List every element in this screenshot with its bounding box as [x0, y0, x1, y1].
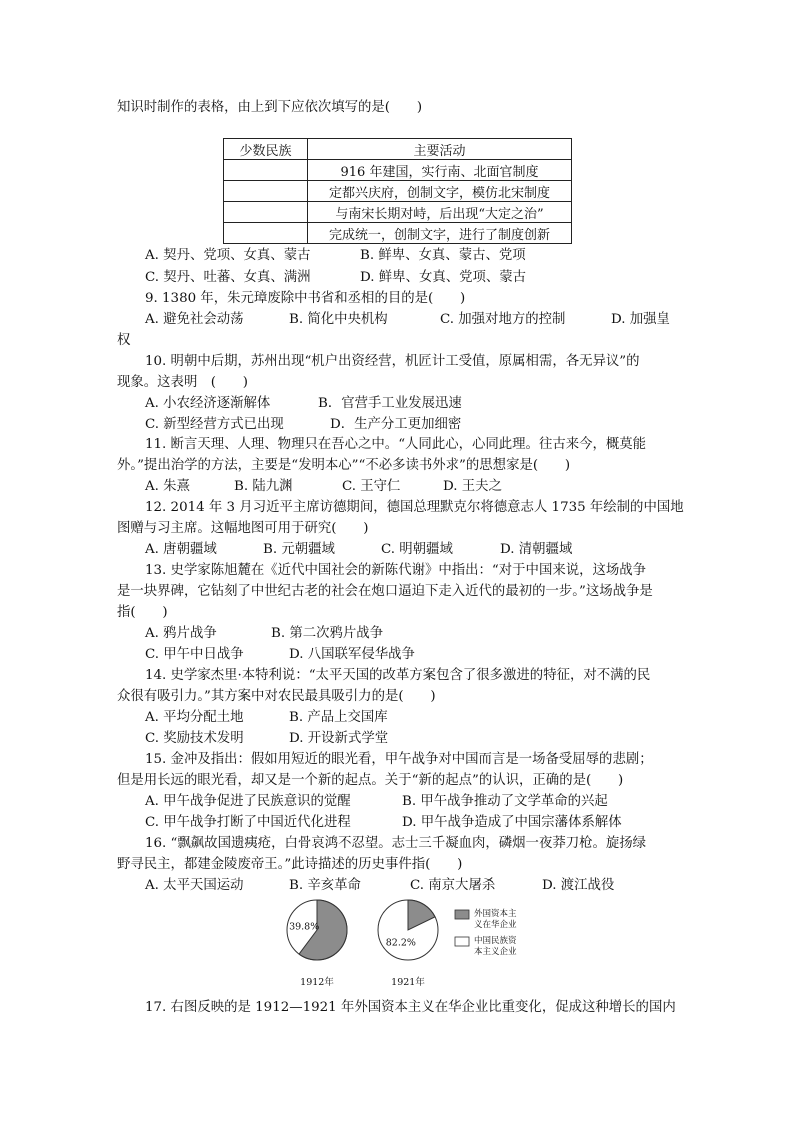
- q16-stem-1: 16. “飘飙故国遗痍疮，白骨哀鸿不忍望。志士三千凝血肉，磷烟一夜莽刀枪。旋扬绿: [145, 836, 647, 851]
- q10-option-a: A. 小农经济逐渐解体: [145, 396, 271, 411]
- pie-percent-label: 82.2%: [385, 937, 416, 949]
- q12-stem-2: 图赠与习主席。这幅地图可用于研究( ): [117, 521, 369, 536]
- q16-option-d: D. 渡江战役: [542, 878, 615, 893]
- q9-option-d: D. 加强皇: [611, 312, 670, 327]
- table-cell: 与南宋长期对峙，后出现“大定之治”: [308, 202, 572, 223]
- q12-option-d: D. 清朝疆域: [500, 542, 573, 557]
- q14-option-a: A. 平均分配土地: [145, 710, 244, 725]
- table-row: [224, 223, 572, 244]
- q8-option-a: A. 契丹、党项、女真、蒙古: [145, 248, 311, 263]
- q9-option-b: B. 简化中央机构: [289, 312, 388, 327]
- q10-stem-1: 10. 明朝中后期，苏州出现“机户出资经营，机匠计工受值，原属相需，各无异议”的: [145, 354, 640, 369]
- legend-label: 义在华企业: [474, 920, 517, 930]
- pie-chart-figure: [285, 896, 555, 991]
- table-cell-blank: [224, 202, 308, 223]
- q9-option-c: C. 加强对地方的控制: [440, 312, 566, 327]
- q14-option-b: B. 产品上交国库: [289, 710, 388, 725]
- legend-swatch: [455, 937, 469, 946]
- q15-option-b: B. 甲午战争推动了文学革命的兴起: [402, 794, 608, 809]
- q12-option-a: A. 唐朝疆域: [145, 542, 217, 557]
- q14-option-c: C. 奖励技术发明: [145, 731, 244, 746]
- q10-stem-2: 现象。这表明 ( ): [117, 375, 248, 390]
- q13-stem-3: 指( ): [117, 605, 168, 620]
- q10-option-b: B．官营手工业发展迅速: [318, 396, 462, 411]
- table-cell-blank: [224, 223, 308, 244]
- table-cell: 定都兴庆府，创制文字，模仿北宋制度: [308, 181, 572, 202]
- q14-option-d: D. 开设新式学堂: [289, 731, 389, 746]
- intro-line: 知识时制作的表格，由上到下应依次填写的是( ): [117, 100, 423, 115]
- table-cell: 完成统一，创制文字，进行了制度创新: [308, 223, 572, 244]
- q11-stem-2: 外。”提出治学的方法，主要是“发明本心”“不必多读书外求”的思想家是( ): [117, 458, 571, 473]
- q15-stem-2: 但是用长远的眼光看，却又是一个新的起点。关于“新的起点”的认识，正确的是( ): [117, 773, 624, 788]
- minority-table: [223, 138, 572, 244]
- q12-option-b: B. 元朝疆域: [263, 542, 335, 557]
- q9-option-d-cont: 权: [117, 333, 131, 348]
- q9-stem: 9. 1380 年，朱元璋废除中书省和丞相的目的是( ): [145, 291, 466, 306]
- q11-stem-1: 11. 断言天理、人理、物理只在吾心之中。“人同此心，心同此理。往古来今，概莫能: [145, 437, 647, 452]
- table-row: [224, 181, 572, 202]
- q11-option-c: C. 王守仁: [342, 479, 401, 494]
- q13-option-a: A. 鸦片战争: [145, 626, 217, 641]
- q11-option-d: D. 王夫之: [443, 479, 502, 494]
- q13-stem-1: 13. 史学家陈旭麓在《近代中国社会的新陈代谢》中指出：“对于中国来说，这场战争: [145, 563, 647, 578]
- q16-option-c: C. 南京大屠杀: [410, 878, 496, 893]
- legend-label: 中国民族资: [474, 936, 517, 946]
- table-cell-blank: [224, 181, 308, 202]
- pie-year-label: 1921年: [391, 977, 425, 988]
- table-cell: 916 年建国，实行南、北面官制度: [308, 160, 572, 181]
- q8-option-b: B. 鲜卑、女真、蒙古、党项: [360, 248, 526, 263]
- q11-option-a: A. 朱熹: [145, 479, 190, 494]
- q8-option-d: D. 鲜卑、女真、党项、蒙古: [360, 270, 527, 285]
- q14-stem-1: 14. 史学家杰里·本特利说：“太平天国的改革方案包含了很多激进的特征，对不满的民: [145, 668, 651, 683]
- q16-stem-2: 野寻民主，都建金陵废帝王。”此诗描述的历史事件指( ): [117, 857, 463, 872]
- pie-year-label: 1912年: [300, 977, 334, 988]
- legend-label: 本主义企业: [474, 947, 517, 957]
- table-cell-blank: [224, 160, 308, 181]
- legend-swatch: [455, 910, 469, 919]
- table-header-cell: 少数民族: [224, 139, 308, 160]
- q15-option-c: C. 甲午战争打断了中国近代化进程: [145, 815, 351, 830]
- q8-option-c: C. 契丹、吐蕃、女真、满洲: [145, 270, 311, 285]
- q10-option-d: D．生产分工更加细密: [330, 417, 462, 432]
- table-header-cell: 主要活动: [308, 139, 572, 160]
- pie-percent-label: 39.8%: [289, 921, 320, 933]
- q13-option-b: B. 第二次鸦片战争: [271, 626, 384, 641]
- q14-stem-2: 众很有吸引力。”其方案中对农民最具吸引力的是( ): [117, 689, 436, 704]
- q12-stem-1: 12. 2014 年 3 月习近平主席访德期间，德国总理默克尔将德意志人 1735 年绘制的中国地: [145, 500, 684, 515]
- q17-stem-1: 17. 右图反映的是 1912—1921 年外国资本主义在华企业比重变化，促成这种增长的国内: [145, 1000, 676, 1015]
- q12-option-c: C. 明朝疆域: [381, 542, 453, 557]
- q15-option-d: D. 甲午战争造成了中国宗藩体系解体: [402, 815, 622, 830]
- q13-option-d: D. 八国联军侵华战争: [289, 647, 415, 662]
- q15-option-a: A. 甲午战争促进了民族意识的觉醒: [145, 794, 351, 809]
- q13-option-c: C. 甲午中日战争: [145, 647, 244, 662]
- q9-option-a: A. 避免社会动荡: [145, 312, 244, 327]
- q13-stem-2: 是一块界碑，它钻刻了中世纪古老的社会在炮口逼迫下走入近代的最初的一步。”这场战争是: [117, 584, 653, 599]
- legend-label: 外国资本主: [474, 909, 517, 919]
- table-header-row: [224, 139, 572, 160]
- q16-option-b: B. 辛亥革命: [289, 878, 361, 893]
- q11-option-b: B. 陆九渊: [234, 479, 293, 494]
- q15-stem-1: 15. 金冲及指出：假如用短近的眼光看，甲午战争对中国而言是一场备受屈辱的悲剧；: [145, 752, 653, 767]
- table-row: [224, 202, 572, 223]
- q16-option-a: A. 太平天国运动: [145, 878, 244, 893]
- q10-option-c: C. 新型经营方式已出现: [145, 417, 284, 432]
- table-row: [224, 160, 572, 181]
